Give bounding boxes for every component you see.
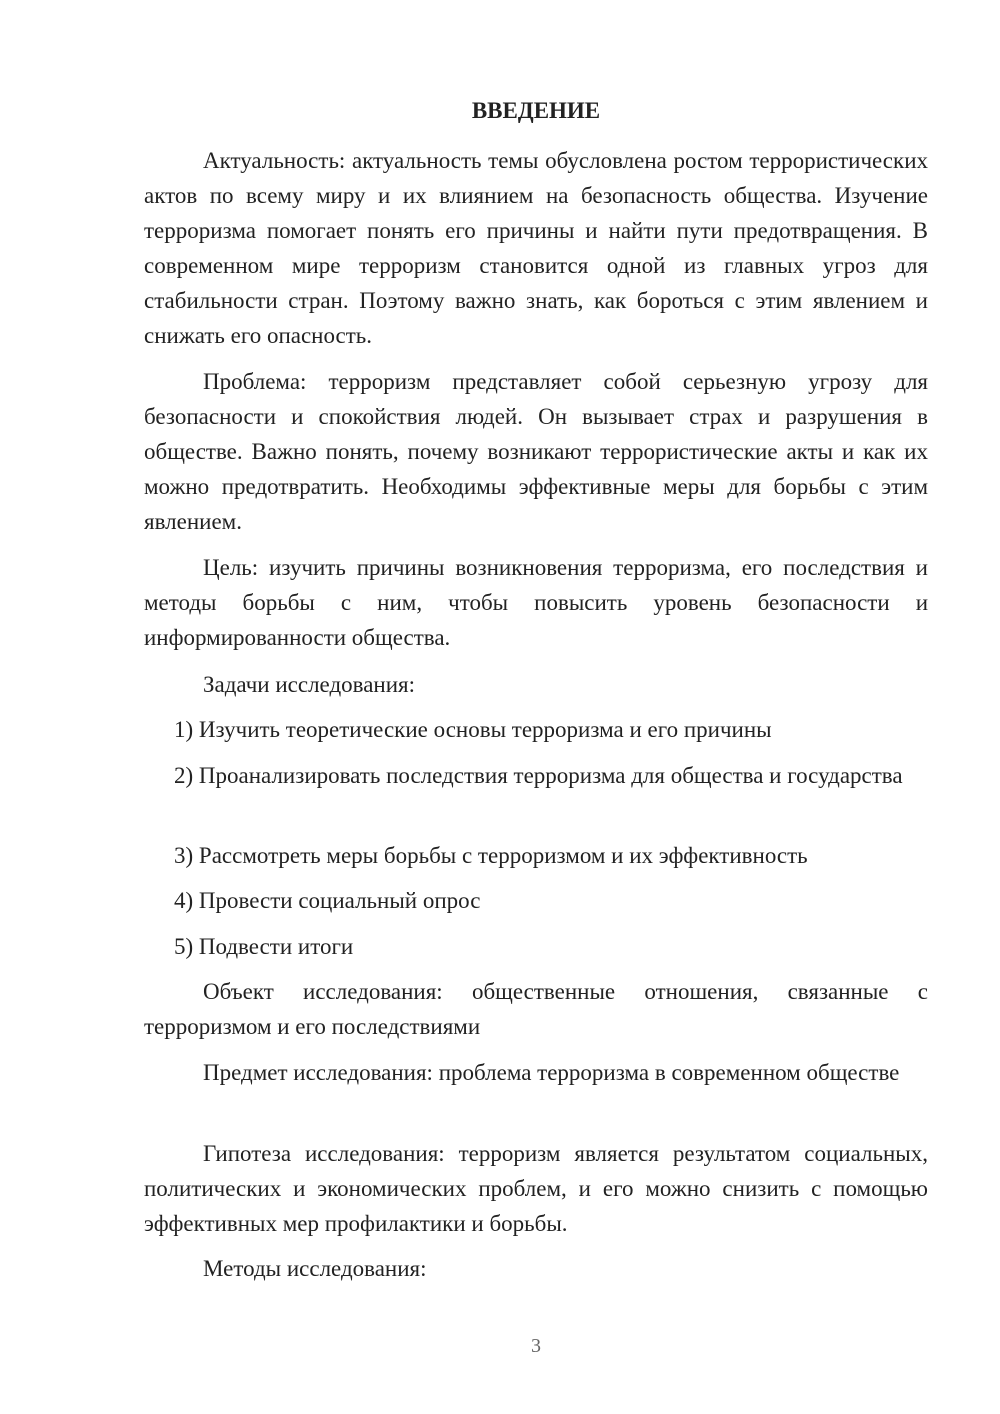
page-number: 3 xyxy=(531,1335,541,1357)
page-title: ВВЕДЕНИЕ xyxy=(471,98,601,123)
task-item: 5) Подвести итоги xyxy=(174,934,354,959)
methods-heading: Методы исследования: xyxy=(203,1256,427,1281)
task-item: 3) Рассмотреть меры борьбы с терроризмом и их эффективность xyxy=(174,843,808,868)
task-item: 2) Проанализировать последствия терроризма для общества и государства xyxy=(174,763,903,788)
object-paragraph: Объект исследования: общественные отношения, связанные с терроризмом и его последствиями xyxy=(144,979,928,1039)
relevance-paragraph: Актуальность: актуальность темы обусловлена ростом террористических актов по всему миру и их влиянием на безопасность общества. Изучение терроризма помогает понять его причины и найти пути предотвращения. В современном мире терроризм становится одной из главных угроз для стабильности стран. Поэтому важно знать, как бороться с этим явлением и снижать его опасность. xyxy=(144,148,928,348)
task-item: 4) Провести социальный опрос xyxy=(174,888,481,913)
subject-paragraph: Предмет исследования: проблема терроризма в современном обществе xyxy=(203,1060,900,1085)
goal-paragraph: Цель: изучить причины возникновения терроризма, его последствия и методы борьбы с ним, чтобы повысить уровень безопасности и информированности общества. xyxy=(144,555,928,650)
tasks-heading: Задачи исследования: xyxy=(203,672,416,697)
hypothesis-paragraph: Гипотеза исследования: терроризм является результатом социальных, политических и экономических проблем, и его можно снизить с помощью эффективных мер профилактики и борьбы. xyxy=(144,1141,928,1236)
problem-paragraph: Проблема: терроризм представляет собой серьезную угрозу для безопасности и спокойствия людей. Он вызывает страх и разрушения в обществе. Важно понять, почему возникают террористические акты и как их можно предотвратить. Необходимы эффективные меры для борьбы с этим явлением. xyxy=(144,369,928,534)
task-item: 1) Изучить теоретические основы терроризма и его причины xyxy=(174,717,772,742)
